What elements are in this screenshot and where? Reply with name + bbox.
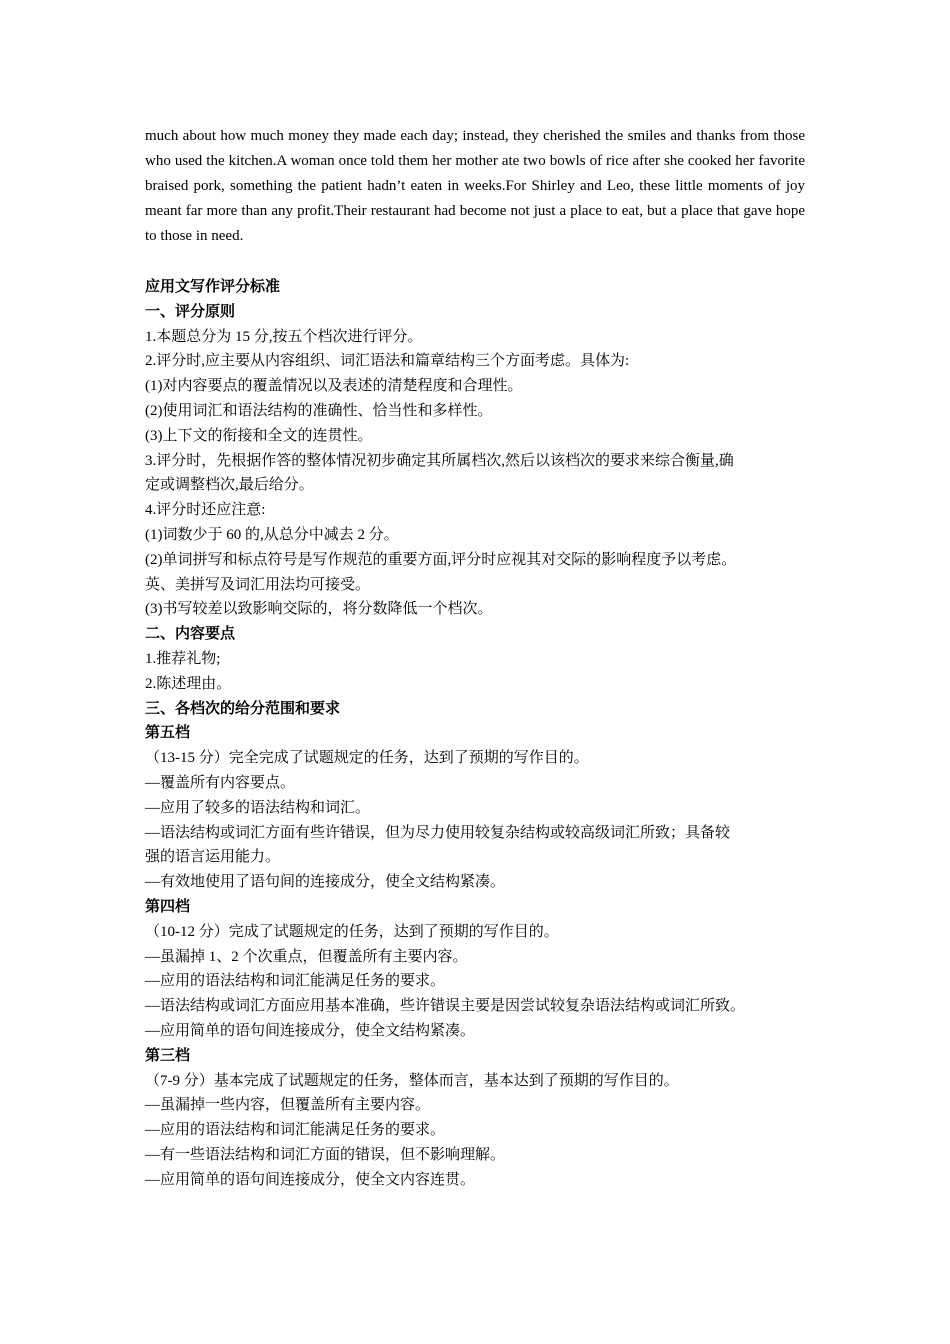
grade-line: —有一些语法结构和词汇方面的错误，但不影响理解。 [145, 1146, 506, 1163]
section-heading-content-points: 二、内容要点 [145, 626, 236, 643]
scoring-rubric [145, 275, 810, 1192]
grade-line: 强的语言运用能力。 [145, 849, 281, 866]
grade-line: （13-15 分）完全完成了试题规定的任务，达到了预期的写作目的。 [145, 750, 589, 767]
grade-line: —应用的语法结构和词汇能满足任务的要求。 [145, 973, 446, 990]
grade-line: —应用简单的语句间连接成分，使全文内容连贯。 [145, 1171, 476, 1188]
principle-line: 定或调整档次,最后给分。 [145, 477, 314, 494]
principle-line: (3)上下文的衔接和全文的连贯性。 [145, 427, 373, 444]
story-paragraph: much about how much money they made each day; instead, they cherished the smiles and thanks from those who used the kitchen.A woman once told them her mother ate two bowls of rice after she cooked her favorite braised pork, something the patient hadn’t eaten in weeks.For Shirley and Leo, these little moments of joy meant far more than any profit.Their restaurant had become not just a place to eat, but a place that gave hope to those in need. [145, 128, 805, 244]
grade-line: —应用了较多的语法结构和词汇。 [145, 799, 371, 816]
principle-line: 2.评分时,应主要从内容组织、词汇语法和篇章结构三个方面考虑。具体为: [145, 353, 630, 370]
grade-3-title: 第三档 [145, 1047, 191, 1064]
grade-line: （7-9 分）基本完成了试题规定的任务，整体而言，基本达到了预期的写作目的。 [145, 1072, 679, 1089]
grade-line: —应用简单的语句间连接成分，使全文结构紧凑。 [145, 1022, 476, 1039]
grade-line: （10-12 分）完成了试题规定的任务，达到了预期的写作目的。 [145, 923, 559, 940]
content-point: 1.推荐礼物; [145, 650, 221, 667]
principle-line: (1)词数少于 60 的,从总分中减去 2 分。 [145, 526, 399, 543]
principle-line: 1.本题总分为 15 分,按五个档次进行评分。 [145, 328, 423, 345]
principle-line: (2)单词拼写和标点符号是写作规范的重要方面,评分时应视其对交际的影响程度予以考虑。 [145, 551, 737, 568]
principle-line: 3.评分时，先根据作答的整体情况初步确定其所属档次,然后以该档次的要求来综合衡量,确 [145, 452, 734, 469]
principle-line: (1)对内容要点的覆盖情况以及表述的清楚程度和合理性。 [145, 378, 523, 395]
grade-line: —虽漏掉 1、2 个次重点，但覆盖所有主要内容。 [145, 948, 468, 965]
principle-line: 4.评分时还应注意: [145, 502, 266, 519]
grade-5-title: 第五档 [145, 725, 191, 742]
grade-line: —语法结构或词汇方面应用基本准确，些许错误主要是因尝试较复杂语法结构或词汇所致。 [145, 998, 746, 1015]
grade-line: —覆盖所有内容要点。 [145, 774, 296, 791]
grade-4-title: 第四档 [145, 898, 191, 915]
rubric-title: 应用文写作评分标准 [145, 279, 281, 295]
principle-line: (3)书写较差以致影响交际的，将分数降低一个档次。 [145, 601, 493, 618]
principle-line: (2)使用词汇和语法结构的准确性、恰当性和多样性。 [145, 402, 493, 419]
section-heading-principles: 一、评分原则 [145, 303, 236, 320]
content-point: 2.陈述理由。 [145, 675, 232, 692]
grade-line: —应用的语法结构和词汇能满足任务的要求。 [145, 1122, 446, 1139]
grade-line: —语法结构或词汇方面有些许错误，但为尽力使用较复杂结构或较高级词汇所致；具备较 [145, 824, 731, 841]
grade-line: —虽漏掉一些内容，但覆盖所有主要内容。 [145, 1097, 431, 1114]
section-heading-grades: 三、各档次的给分范围和要求 [145, 700, 341, 717]
grade-line: —有效地使用了语句间的连接成分，使全文结构紧凑。 [145, 874, 506, 891]
principle-line: 英、美拼写及词汇用法均可接受。 [145, 576, 371, 593]
